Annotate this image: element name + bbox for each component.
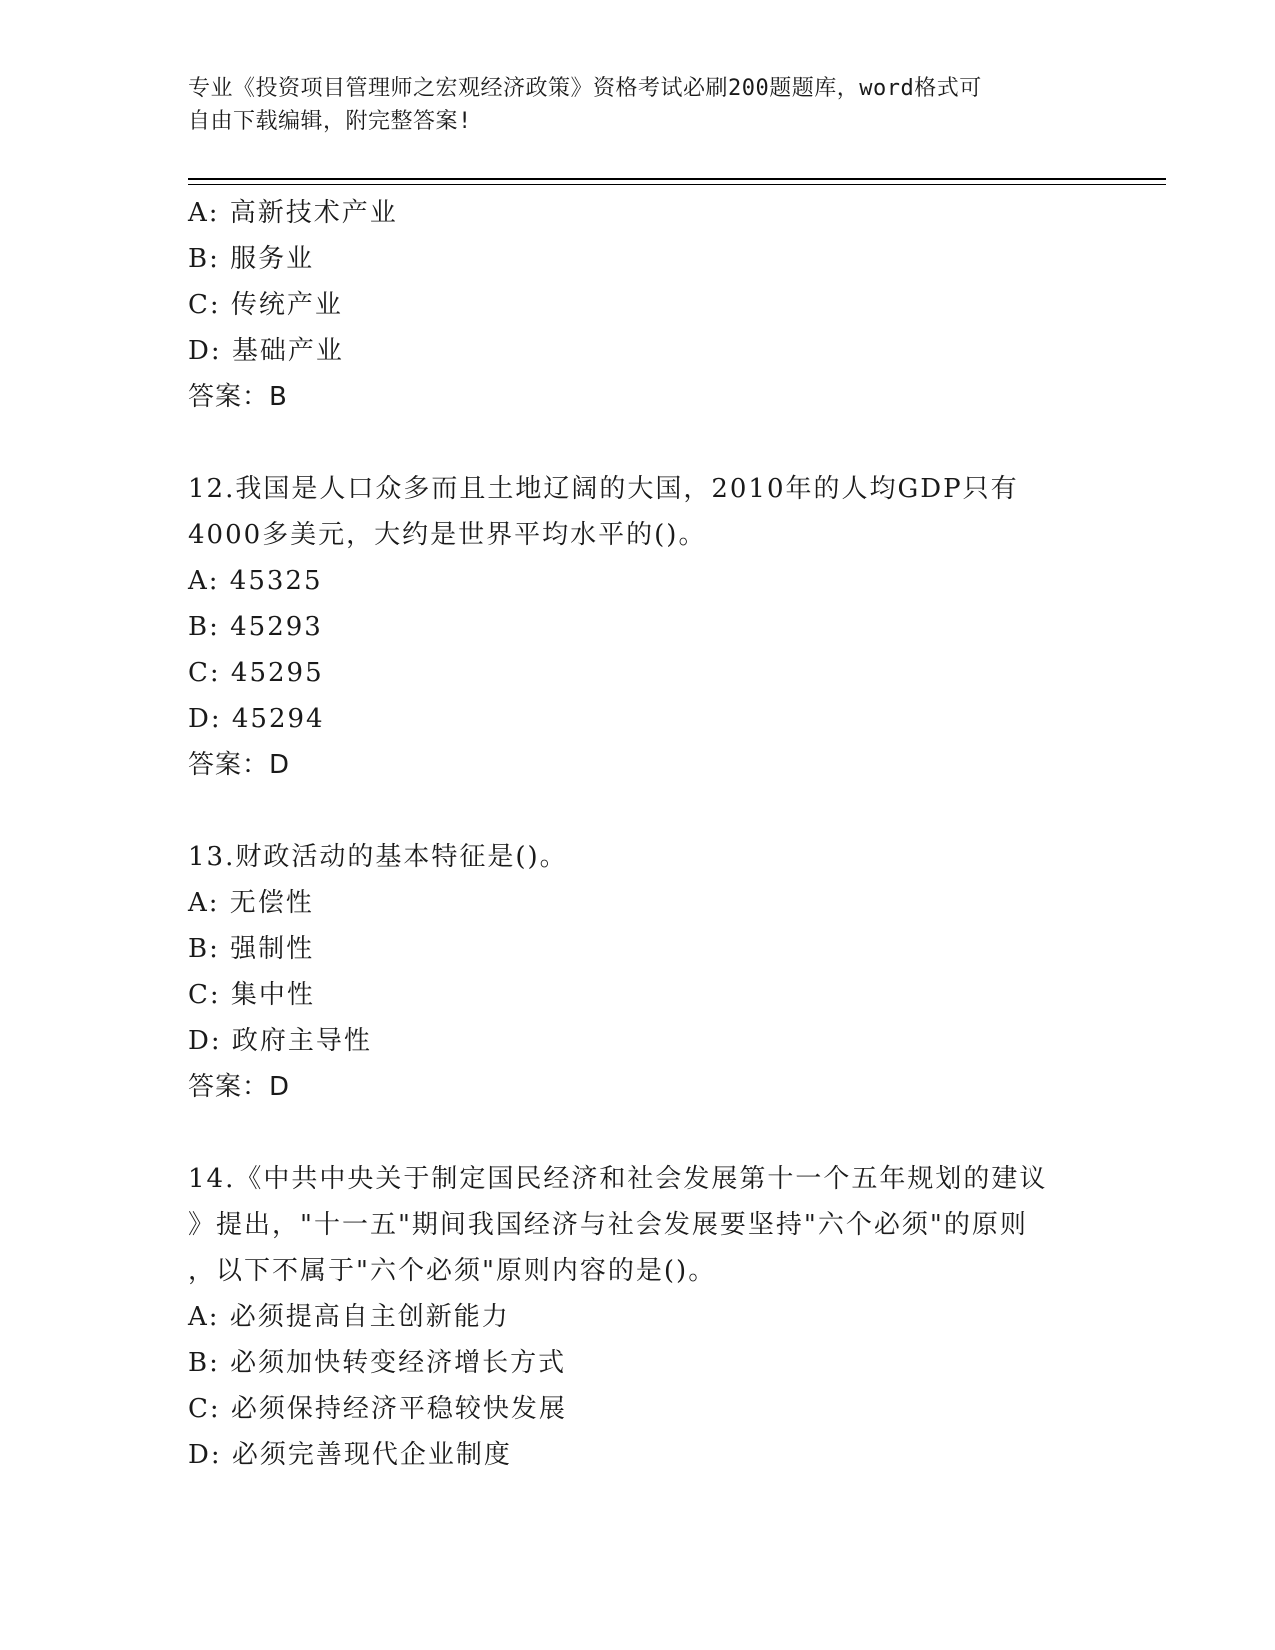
option-c: C: 集中性 bbox=[188, 980, 315, 1010]
option-b: B: 45293 bbox=[188, 612, 323, 642]
question-stem: 14.《中共中央关于制定国民经济和社会发展第十一个五年规划的建议 bbox=[188, 1164, 1048, 1194]
option-c: C: 必须保持经济平稳较快发展 bbox=[188, 1394, 567, 1424]
option-a: A: 无偿性 bbox=[188, 888, 314, 918]
question-12 bbox=[188, 466, 1088, 788]
option-d: D: 必须完善现代企业制度 bbox=[188, 1440, 512, 1470]
header-line-1: 专业《投资项目管理师之宏观经济政策》资格考试必刷200题题库，word格式可 bbox=[188, 76, 982, 101]
header-divider-thin bbox=[188, 184, 1166, 185]
option-a: A: 必须提高自主创新能力 bbox=[188, 1302, 510, 1332]
option-c: C: 45295 bbox=[188, 658, 324, 688]
answer: 答案：D bbox=[188, 1072, 291, 1102]
question-stem: 13.财政活动的基本特征是()。 bbox=[188, 842, 568, 872]
answer: 答案：B bbox=[188, 382, 288, 412]
question-list bbox=[188, 190, 1088, 1478]
option-a: A: 高新技术产业 bbox=[188, 198, 398, 228]
question-11 bbox=[188, 190, 1088, 420]
option-d: D: 45294 bbox=[188, 704, 325, 734]
option-a: A: 45325 bbox=[188, 566, 323, 596]
question-stem: 》提出，"十一五"期间我国经济与社会发展要坚持"六个必须"的原则 bbox=[188, 1210, 1028, 1240]
question-stem: 12.我国是人口众多而且土地辽阔的大国，2010年的人均GDP只有 bbox=[188, 474, 1019, 504]
question-14 bbox=[188, 1156, 1088, 1478]
option-b: B: 必须加快转变经济增长方式 bbox=[188, 1348, 567, 1378]
option-b: B: 强制性 bbox=[188, 934, 315, 964]
option-d: D: 基础产业 bbox=[188, 336, 344, 366]
answer: 答案：D bbox=[188, 750, 291, 780]
header-line-2: 自由下载编辑，附完整答案! bbox=[188, 109, 472, 134]
document-header bbox=[188, 72, 1088, 138]
question-stem: ，以下不属于"六个必须"原则内容的是()。 bbox=[188, 1256, 717, 1286]
header-divider-thick bbox=[188, 178, 1166, 180]
question-stem: 4000多美元，大约是世界平均水平的()。 bbox=[188, 520, 707, 550]
question-13 bbox=[188, 834, 1088, 1110]
option-c: C: 传统产业 bbox=[188, 290, 343, 320]
option-b: B: 服务业 bbox=[188, 244, 315, 274]
option-d: D: 政府主导性 bbox=[188, 1026, 372, 1056]
